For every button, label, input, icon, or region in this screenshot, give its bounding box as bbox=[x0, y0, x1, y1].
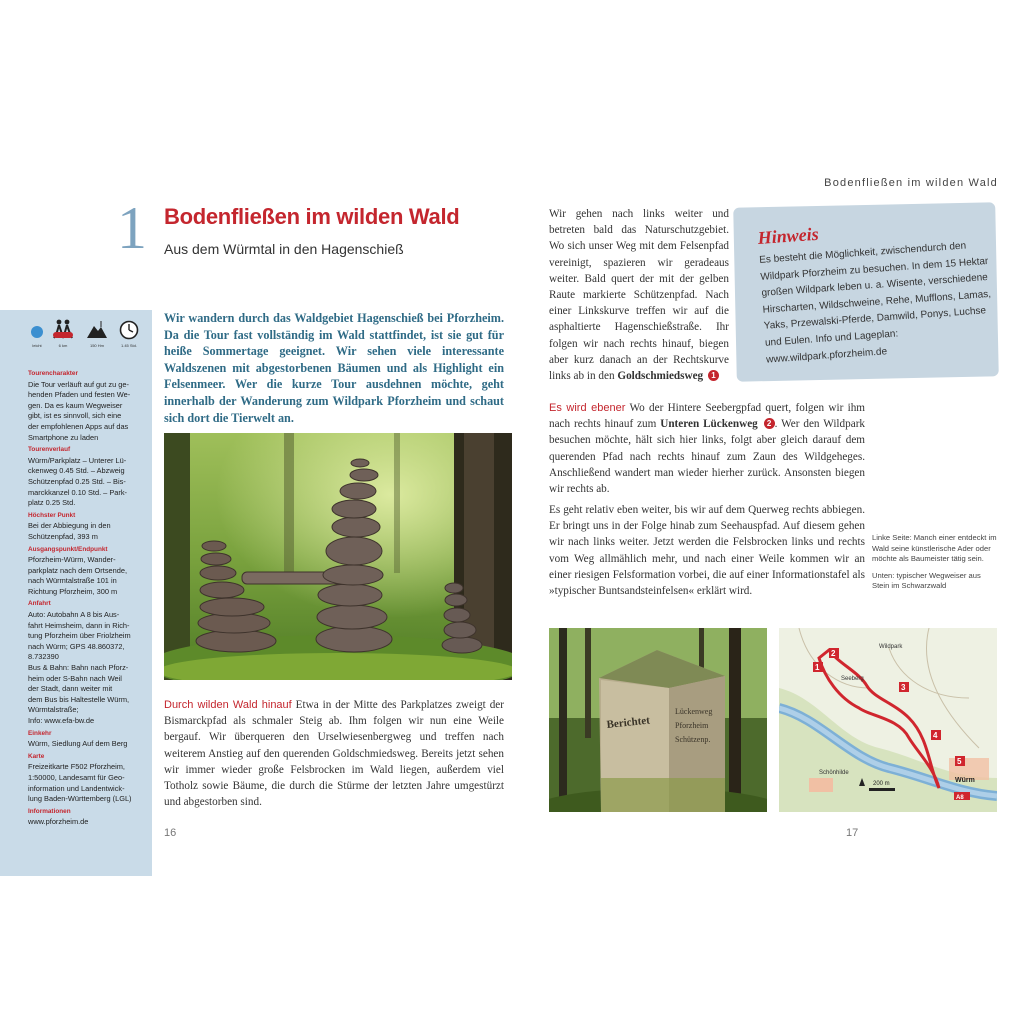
info-heading: Ausgangspunkt/Endpunkt bbox=[28, 545, 108, 553]
route-map bbox=[779, 628, 997, 812]
right-paragraph-3: Es geht relativ eben weiter, bis wir auf dem Querweg rechts abbiegen. Er bringt uns in der Folge hinab zum Seehauspfad. Auf diesem gehen wir nach links weiter. Jetzt werden die Felsbrocken links und rechts vom Weg allmählich mehr, und nach einer Weile kommen wir an einer riesigen Felsformation vorbei, die auf einer Informationstafel als »typischer Buntsandsteinfelsen« erklärt wird. bbox=[549, 504, 865, 598]
waypoint-marker: 2 bbox=[764, 418, 775, 429]
map-marker: 2 bbox=[831, 649, 836, 658]
info-body: Auto: Autobahn A 8 bis Aus- fahrt Heimsheim, dann in Rich- tung Pforzheim über Friolzheim nach Würm; GPS 48.860372, 8.732390 Bus & Bahn: Bahn nach Pforz- heim oder S-Bahn nach Weil der Stadt, dann weiter mit dem Bus bis Haltestelle Würm, Würmtalstraße; Info: www.efa-bw.de bbox=[28, 610, 131, 725]
info-highest-point bbox=[28, 511, 150, 543]
stat-value: leicht bbox=[32, 343, 42, 348]
hint-content bbox=[757, 212, 998, 369]
map-label: Schönhilde bbox=[819, 770, 849, 776]
info-body: Freizeitkarte F502 Pforzheim, 1:50000, Landesamt für Geo- information und Landentwick- lung Baden-Württemberg (LGL) bbox=[28, 762, 132, 804]
info-directions bbox=[28, 599, 150, 726]
stat-value: 6 km bbox=[58, 343, 68, 348]
stone-cairn-photo bbox=[164, 433, 512, 680]
stat-value: 1.45 Std. bbox=[120, 343, 137, 348]
right-paragraph-2 bbox=[549, 400, 865, 497]
info-body: Die Tour verläuft auf gut zu ge- henden Pfaden und festen We- gen. Da es kaum Wegweiser gibt, ist es sinnvoll, sich eine der empfohlenen Apps auf das Smartphone zu laden bbox=[28, 379, 131, 442]
chapter-number: 1 bbox=[117, 195, 147, 261]
info-heading: Anfahrt bbox=[28, 600, 51, 608]
photo-captions bbox=[872, 533, 1000, 592]
info-links bbox=[28, 807, 150, 828]
mountain-icon bbox=[86, 318, 108, 340]
info-heading: Einkehr bbox=[28, 729, 52, 737]
clock-icon bbox=[118, 318, 140, 340]
info-body: Pforzheim-Würm, Wander- parkplatz nach dem Ortsende, nach Würmtalstraße 101 in Richtung Pforzheim, 300 m bbox=[28, 555, 128, 596]
info-heading: Höchster Punkt bbox=[28, 511, 76, 519]
tour-stats bbox=[0, 314, 152, 366]
map-marker: 3 bbox=[901, 683, 906, 692]
signpost-text: Lückenweg bbox=[675, 707, 713, 716]
intro-paragraph: Wir wandern durch das Waldgebiet Hagenschieß bei Pforzheim. Da die Tour fast vollständig im Wald stattfindet, ist sie gut für heiße Sommertage geeignet. Wir sehen viele interessante Waldszenen mit abgestorbenen Bäumen und als Highlight ein Felsenmeer. Wer die kurze Tour ausdehnen möchte, geht innerhalb der Wanderung zum Wildpark Pforzheim und schaut sich dort die Tierwelt an. bbox=[164, 311, 504, 425]
hikers-icon bbox=[51, 318, 75, 340]
waypoint-marker: 1 bbox=[708, 370, 719, 381]
info-refreshment bbox=[28, 729, 150, 750]
stat-value: 150 Hm bbox=[89, 343, 104, 348]
info-body: Bei der Abbiegung in den Schützenpfad, 393 m bbox=[28, 521, 111, 541]
paragraph-text: Wir gehen nach links weiter und betreten bald das Naturschutzgebiet. Wo sich unser Weg mit dem Felsenpfad vereinigt, spazieren wir geradeaus weiter. Bald quert der mit der gelben Raute markierte Schützenpfad. Nach einer Linkskurve treffen wir auf die asphaltierte Hagenschießstraße. Ihr folgen wir nach rechts hinauf, biegen aber kurz danach an der Rechtskurve links ab in den bbox=[549, 208, 729, 383]
left-body-text bbox=[164, 697, 504, 810]
hint-text: Es besteht die Möglichkeit, zwischendurch den Wildpark Pforzheim zu besuchen. In dem 15 Hektar großen Wildpark leben u. a. Wisente, verschiedene Hirscharten, Wildschweine, Rehe, Mufflons, Lamas, Yaks, Przewalski-Pferde, Damwild, Ponys, Luchse und Eulen. Info und Lageplan: www.wildpark.pforzheim.de bbox=[758, 240, 992, 366]
info-body: Würm/Parkplatz – Unterer Lü- ckenweg 0.45 Std. – Abzweig Schützenpfad 0.25 Std. – Bis- marckkanzel 0.10 Std. – Park- platz 0.25 Std. bbox=[28, 455, 127, 508]
paragraph-text: Wo der Hintere Seebergpfad quert, folgen wir ihm nach rechts hinauf zum bbox=[549, 402, 865, 431]
paragraph-text: . Wer den Wildpark besuchen möchte, hält sich hier links, folgt aber gleich darauf dem querenden Pfad nach rechts hinauf zum Zaun des Wildgeheges. Anschließend wandert man wieder hierher zurück. Ansonsten biegen wir rechts ab. bbox=[549, 418, 866, 496]
right-paragraph-1 bbox=[549, 206, 729, 384]
caption-bottom: Unten: typischer Wegweiser aus Stein im Schwarzwald bbox=[872, 570, 981, 591]
waypoint-name: Unteren Lückenweg bbox=[660, 418, 758, 431]
map-label: Wildpark bbox=[879, 644, 903, 650]
caption-top: Linke Seite: Manch einer entdeckt im Wald seine künstlerische Ader oder möchte als Baumeister tätig sein. bbox=[872, 533, 997, 564]
hint-title: Hinweis bbox=[757, 223, 820, 248]
info-body: Würm, Siedlung Auf dem Berg bbox=[28, 739, 128, 749]
info-heading: Tourencharakter bbox=[28, 370, 78, 377]
stone-signpost-photo bbox=[549, 628, 767, 812]
signpost-text: Pforzheim bbox=[675, 721, 709, 730]
chapter-subtitle: Aus dem Würmtal in den Hagenschieß bbox=[164, 241, 404, 257]
page-number-left: 16 bbox=[164, 827, 177, 839]
info-body: www.pforzheim.de bbox=[28, 817, 89, 827]
info-heading: Tourenverlauf bbox=[28, 446, 71, 454]
difficulty-dot-icon bbox=[27, 318, 47, 340]
info-heading: Informationen bbox=[28, 807, 71, 815]
info-map bbox=[28, 752, 150, 805]
map-label: A8 bbox=[956, 795, 964, 801]
info-start-point bbox=[28, 545, 150, 598]
signpost-text: Schützenp. bbox=[675, 735, 711, 744]
stat-duration bbox=[112, 314, 146, 348]
map-marker: 1 bbox=[815, 663, 820, 672]
section-heading: Durch wilden Wald hinauf bbox=[164, 699, 292, 711]
map-label: Seeberg bbox=[841, 676, 864, 682]
map-marker: 4 bbox=[933, 731, 938, 740]
stat-distance bbox=[46, 314, 80, 348]
section-heading: Es wird ebener bbox=[549, 402, 626, 414]
map-marker: 5 bbox=[957, 757, 962, 766]
page-number-right: 17 bbox=[846, 827, 859, 839]
info-tour-route bbox=[28, 445, 150, 509]
running-header: Bodenfließen im wilden Wald bbox=[824, 177, 998, 189]
sidebar-info bbox=[28, 369, 150, 830]
map-label: Würm bbox=[955, 777, 975, 784]
info-heading: Karte bbox=[28, 752, 45, 760]
paragraph-text: Etwa in der Mitte des Parkplatzes zweigt der Bismarckpfad als schmaler Steig ab. Ihm folgen wir nun eine Weile bergauf. Wir überqueren den Urselwiesenbergweg und treffen nach weiterem Anstieg auf den querenden Goldschmiedsweg. Bereits jetzt sehen wir immer wieder große Felsbrocken im Wald liegen, außerdem viel Totholz sowie Bäume, die durch die Stürme der letzten Jahre umgestürzt und abgestorben sind. bbox=[164, 699, 504, 809]
map-scale: 200 m bbox=[873, 781, 890, 787]
waypoint-name: Goldschmiedsweg bbox=[617, 370, 704, 383]
stat-elevation bbox=[80, 314, 114, 348]
signpost-text: Berichtet bbox=[606, 714, 651, 731]
chapter-title: Bodenfließen im wilden Wald bbox=[164, 204, 460, 229]
info-tour-character bbox=[28, 369, 150, 443]
